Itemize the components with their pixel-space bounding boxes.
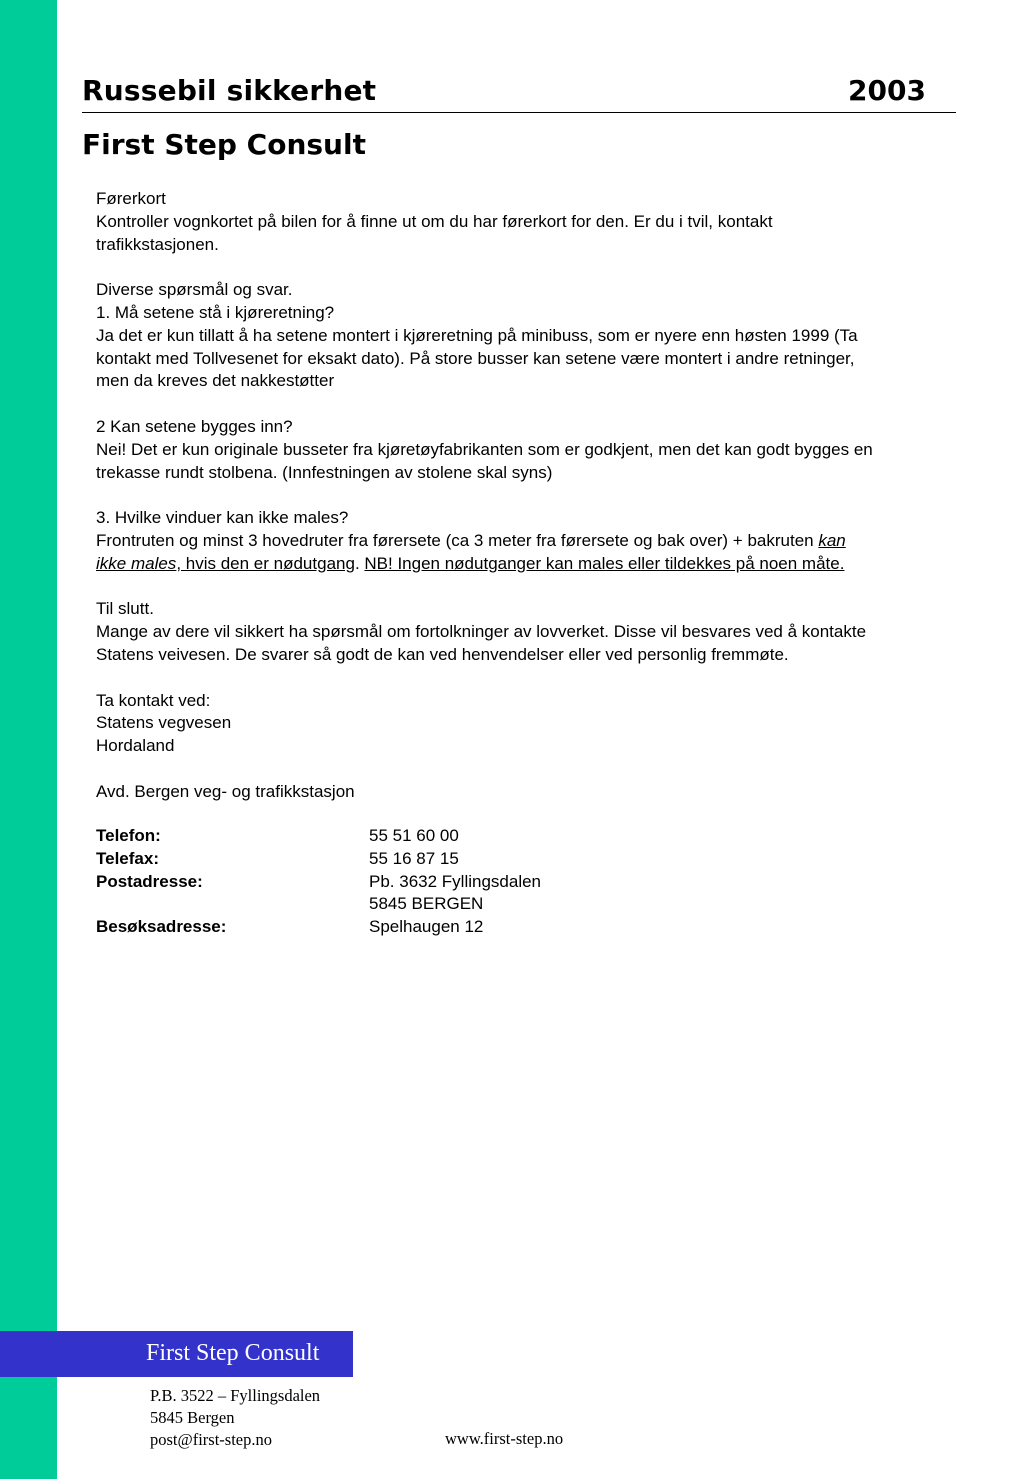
answer-3-emphasis: ikke males <box>96 553 177 573</box>
forerkort-section <box>96 188 966 256</box>
document-title: Russebil sikkerhet <box>82 74 377 107</box>
question-1: 1. Må setene stå i kjøreretning? <box>96 302 335 322</box>
answer-3-line <box>96 553 966 576</box>
fax-value: 55 16 87 15 <box>369 848 459 868</box>
postal-value: Pb. 3632 Fyllingsdalen <box>369 871 542 891</box>
fax-label: Telefax: <box>96 848 159 868</box>
contact-region: Hordaland <box>96 736 175 756</box>
answer-3-underline: , hvis den er nødutgang <box>176 553 355 573</box>
answer-1-line: kontakt med Tollvesenet for eksakt dato). På store busser kan setene være montert i andre retninger, <box>96 348 855 368</box>
contact-row-fax <box>96 848 541 871</box>
closing-line: Statens veivesen. De svarer så godt de kan ved henvendelser eller ved personlig fremmøte. <box>96 644 789 664</box>
faq-heading: Diverse spørsmål og svar. <box>96 280 293 300</box>
answer-3-emphasis: kan <box>818 530 846 550</box>
faq-q3-section <box>96 507 966 575</box>
department-name: Avd. Bergen veg- og trafikkstasjon <box>96 781 355 801</box>
footer-website: www.first-step.no <box>445 1429 564 1448</box>
answer-3-separator: . <box>354 553 365 573</box>
footer-address-line: 5845 Bergen <box>150 1408 235 1427</box>
document-body <box>96 188 966 826</box>
postal-label: Postadresse: <box>96 871 203 891</box>
phone-label: Telefon: <box>96 826 161 845</box>
visit-label: Besøksadresse: <box>96 917 227 937</box>
closing-line: Mange av dere vil sikkert ha spørsmål om fortolkninger av lovverket. Disse vil besvares ved å kontakte <box>96 622 867 642</box>
contact-details-table <box>96 825 541 939</box>
faq-q1-section <box>96 279 966 393</box>
footer-address <box>150 1385 320 1451</box>
side-accent-bar <box>0 0 57 1479</box>
forerkort-heading: Førerkort <box>96 189 166 208</box>
phone-value: 55 51 60 00 <box>369 826 459 845</box>
closing-section <box>96 598 966 666</box>
empty-label <box>96 893 369 916</box>
contact-row-visit <box>96 916 541 939</box>
forerkort-text-line: Kontroller vognkortet på bilen for å finne ut om du har førerkort for den. Er du i tvil, kontakt <box>96 211 773 231</box>
answer-3-nb-note: NB! Ingen nødutganger kan males eller tildekkes på noen måte. <box>364 553 845 573</box>
footer-address-line: P.B. 3522 – Fyllingsdalen <box>150 1386 321 1405</box>
answer-1-line: Ja det er kun tillatt å ha setene montert i kjøreretning på minibuss, som er nyere enn høsten 1999 (Ta <box>96 325 858 345</box>
department-section <box>96 781 966 804</box>
answer-3-line <box>96 530 966 553</box>
contact-row-phone <box>96 825 541 848</box>
company-heading: First Step Consult <box>82 128 366 161</box>
answer-1-line: men da kreves det nakkestøtter <box>96 371 335 391</box>
contact-organization: Statens vegvesen <box>96 713 232 733</box>
visit-value: Spelhaugen 12 <box>369 917 484 937</box>
postal-value-line-2: 5845 BERGEN <box>369 894 484 914</box>
answer-3-text: Frontruten og minst 3 hovedruter fra førersete (ca 3 meter fra førersete og bak over) + bakruten <box>96 530 819 550</box>
contact-intro-section <box>96 690 966 758</box>
header-divider <box>82 112 956 113</box>
contact-row-postal-cont <box>96 893 541 916</box>
forerkort-text-line: trafikkstasjonen. <box>96 234 219 254</box>
closing-heading: Til slutt. <box>96 599 154 619</box>
footer-brand-name: First Step Consult <box>146 1340 320 1366</box>
document-year: 2003 <box>848 74 926 107</box>
faq-q2-section <box>96 416 966 484</box>
question-2: 2 Kan setene bygges inn? <box>96 416 293 436</box>
footer-email: post@first-step.no <box>150 1430 272 1449</box>
contact-heading: Ta kontakt ved: <box>96 690 211 710</box>
contact-row-postal <box>96 871 541 894</box>
answer-2-line: Nei! Det er kun originale busseter fra kjøretøyfabrikanten som er godkjent, men det kan godt bygges en <box>96 439 873 459</box>
question-3: 3. Hvilke vinduer kan ikke males? <box>96 508 349 528</box>
answer-2-line: trekasse rundt stolbena. (Innfestningen av stolene skal syns) <box>96 462 553 482</box>
